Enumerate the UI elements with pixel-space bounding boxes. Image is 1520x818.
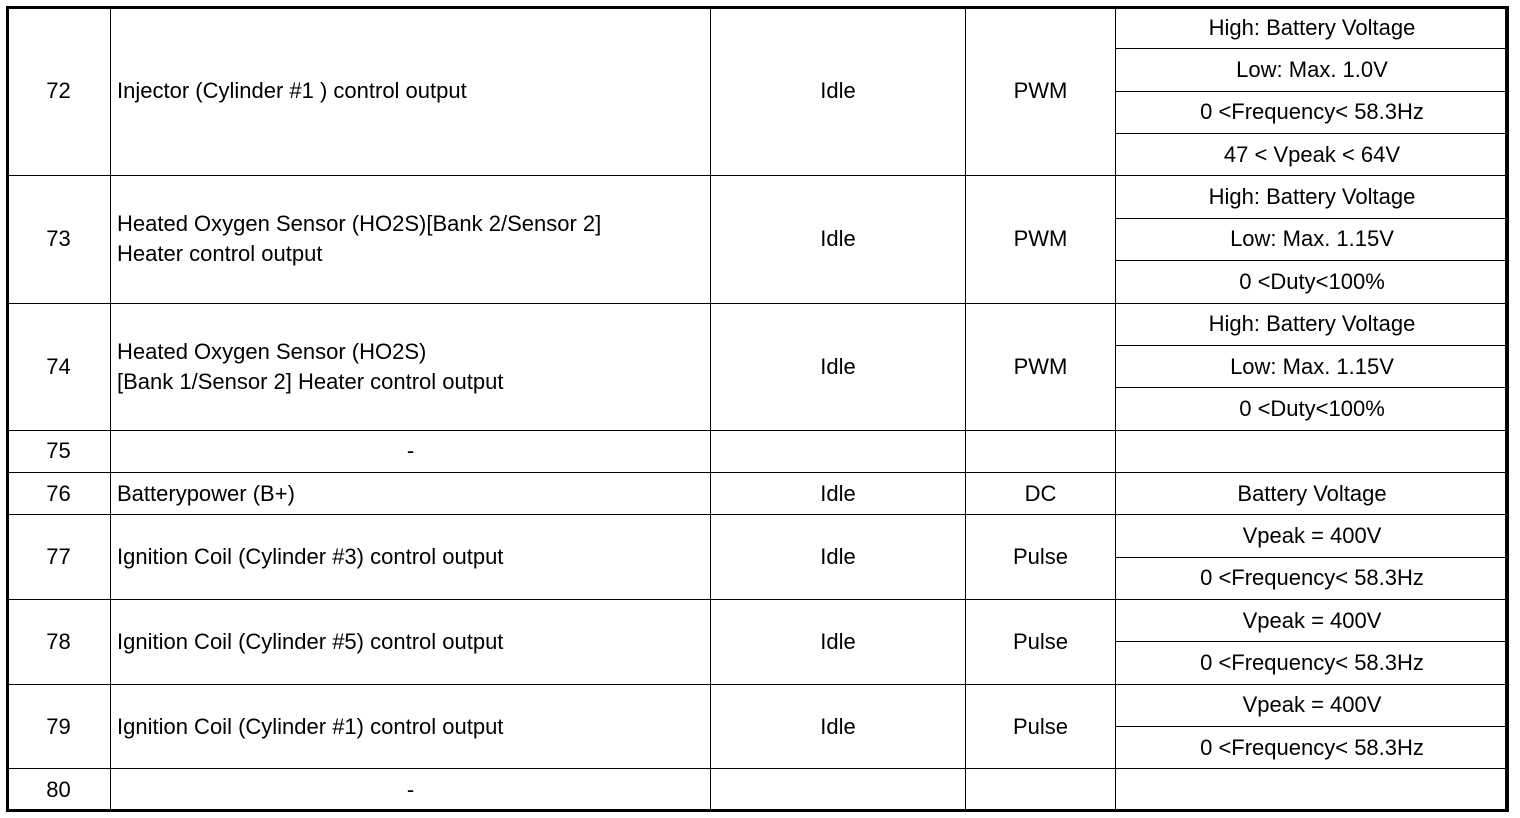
condition-cell [711, 769, 966, 812]
spec-value-cell: Battery Voltage [1116, 472, 1509, 514]
description-line: Ignition Coil (Cylinder #5) control output [117, 628, 504, 654]
table-row [7, 769, 1509, 812]
description-cell [111, 430, 711, 472]
pin-number-cell: 77 [7, 515, 111, 600]
pin-spec-table [6, 6, 1509, 812]
condition-cell [711, 430, 966, 472]
table-row [7, 430, 1509, 472]
description-line: - [406, 777, 415, 803]
spec-value-cell: 0 <Frequency< 58.3Hz [1116, 91, 1509, 133]
description-line: Heater control output [117, 241, 323, 267]
spec-value-cell: Vpeak = 400V [1116, 515, 1509, 557]
description-line: Heated Oxygen Sensor (HO2S)[Bank 2/Sensor 2] [117, 211, 602, 237]
condition-cell: Idle [711, 303, 966, 430]
signal-type-cell [966, 430, 1116, 472]
description-cell [111, 7, 711, 176]
condition-cell: Idle [711, 176, 966, 303]
spec-value-cell: Low: Max. 1.15V [1116, 345, 1509, 387]
pin-number-cell: 80 [7, 769, 111, 812]
signal-type-cell: PWM [966, 176, 1116, 303]
table-row [7, 472, 1509, 514]
signal-type-cell [966, 769, 1116, 812]
signal-type-cell: Pulse [966, 684, 1116, 769]
description-line: Heated Oxygen Sensor (HO2S) [117, 338, 427, 364]
condition-cell: Idle [711, 600, 966, 685]
condition-cell: Idle [711, 7, 966, 176]
description-line: [Bank 1/Sensor 2] Heater control output [117, 368, 504, 394]
spec-value-cell: 0 <Frequency< 58.3Hz [1116, 727, 1509, 769]
spec-value-cell [1116, 769, 1509, 812]
condition-cell: Idle [711, 684, 966, 769]
signal-type-cell: Pulse [966, 515, 1116, 600]
description-cell [111, 472, 711, 514]
spec-value-cell: 0 <Duty<100% [1116, 261, 1509, 303]
table-row [7, 303, 1509, 345]
signal-type-cell: PWM [966, 7, 1116, 176]
spec-value-cell: Low: Max. 1.0V [1116, 49, 1509, 91]
table-row [7, 7, 1509, 49]
description-cell [111, 515, 711, 600]
table-row [7, 684, 1509, 726]
spec-value-cell: High: Battery Voltage [1116, 303, 1509, 345]
description-line: Batterypower (B+) [117, 480, 295, 506]
description-cell [111, 303, 711, 430]
spec-value-cell: 0 <Duty<100% [1116, 388, 1509, 430]
description-line: Ignition Coil (Cylinder #1) control output [117, 713, 504, 739]
signal-type-cell: PWM [966, 303, 1116, 430]
spec-value-cell: 0 <Frequency< 58.3Hz [1116, 557, 1509, 599]
description-line: Ignition Coil (Cylinder #3) control output [117, 544, 504, 570]
table-row [7, 600, 1509, 642]
description-cell [111, 600, 711, 685]
table-row [7, 515, 1509, 557]
spec-value-cell [1116, 430, 1509, 472]
pin-number-cell: 78 [7, 600, 111, 685]
spec-value-cell: Vpeak = 400V [1116, 684, 1509, 726]
table-body [7, 7, 1509, 812]
spec-value-cell: High: Battery Voltage [1116, 7, 1509, 49]
condition-cell: Idle [711, 472, 966, 514]
signal-type-cell: Pulse [966, 600, 1116, 685]
pin-number-cell: 76 [7, 472, 111, 514]
table-row [7, 176, 1509, 218]
description-cell [111, 684, 711, 769]
pin-number-cell: 72 [7, 7, 111, 176]
spec-value-cell: Low: Max. 1.15V [1116, 218, 1509, 260]
pin-number-cell: 75 [7, 430, 111, 472]
spec-value-cell: 47 < Vpeak < 64V [1116, 134, 1509, 176]
condition-cell: Idle [711, 515, 966, 600]
description-cell [111, 176, 711, 303]
description-line: Injector (Cylinder #1 ) control output [117, 78, 467, 104]
description-line: - [406, 438, 415, 464]
description-cell [111, 769, 711, 812]
spec-value-cell: 0 <Frequency< 58.3Hz [1116, 642, 1509, 684]
pin-number-cell: 79 [7, 684, 111, 769]
signal-type-cell: DC [966, 472, 1116, 514]
spec-value-cell: High: Battery Voltage [1116, 176, 1509, 218]
pin-number-cell: 74 [7, 303, 111, 430]
spec-value-cell: Vpeak = 400V [1116, 600, 1509, 642]
pin-number-cell: 73 [7, 176, 111, 303]
